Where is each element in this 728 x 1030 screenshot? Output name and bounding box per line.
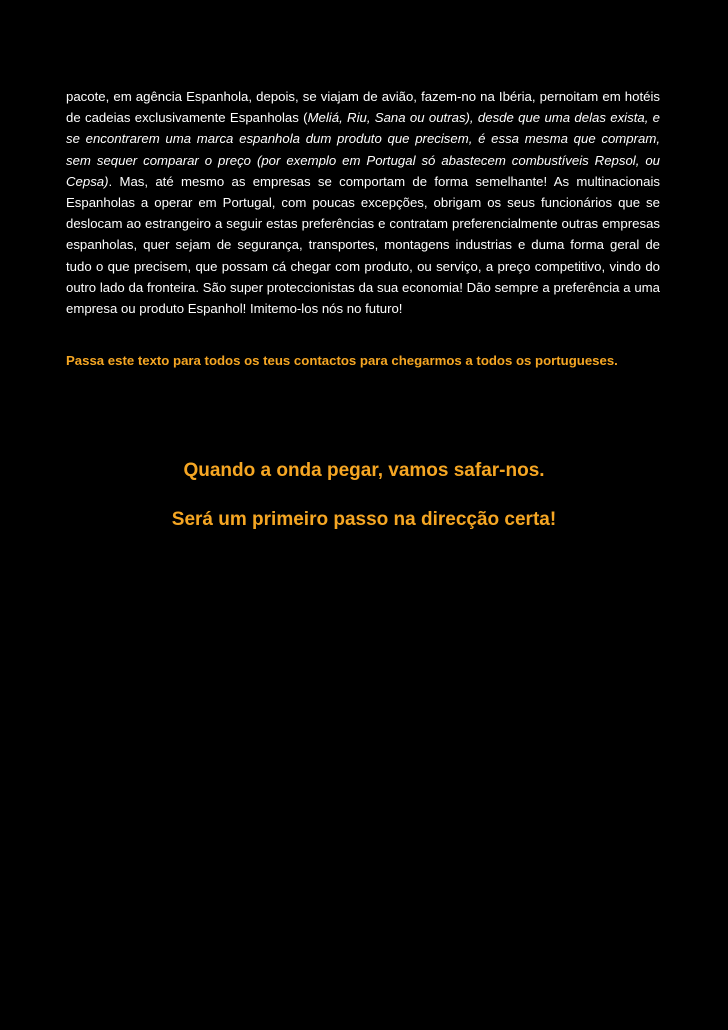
paragraph-italic-examples: Meliá, Riu, Sana ou outras), desde que uma delas exista, e se encontrarem uma marca espanhola dum produto que precisem, é essa mesma que compram, sem sequer comparar o preço (por exemplo em Portugal só abastecem combustíveis Repsol, ou Cepsa) [66, 110, 660, 189]
body-paragraph [66, 86, 660, 319]
paragraph-text-start: pacote, em agência Espanhola, depois, se viajam de avião, fazem-no na Ibéria, pernoitam em hotéis de cadeias exclusivamente Espanholas ( [66, 89, 660, 126]
share-callout: Passa este texto para todos os teus contactos para chegarmos a todos os portugueses. [66, 353, 618, 368]
slogan-line-1: Quando a onda pegar, vamos safar-nos. [183, 460, 545, 481]
slogan-line-2: Será um primeiro passo na direcção certa! [171, 509, 557, 530]
paragraph-text-end: . Mas, até mesmo as empresas se comportam de forma semelhante! As multinacionais Espanholas a operar em Portugal, com poucas excepções, obrigam os seus funcionários que se deslocam ao estrangeiro a seguir estas preferências e contratam preferencialmente outras empresas espanholas, quer sejam de segurança, transportes, montagens industrias e duma forma geral de tudo o que precisem, que possam cá chegar com produto, ou serviço, a preço competitivo, vindo do outro lado da fronteira. São super proteccionistas da sua economia! Dão sempre a preferência a uma empresa ou produto Espanhol! Imitemo-los nós no futuro! [66, 173, 660, 317]
